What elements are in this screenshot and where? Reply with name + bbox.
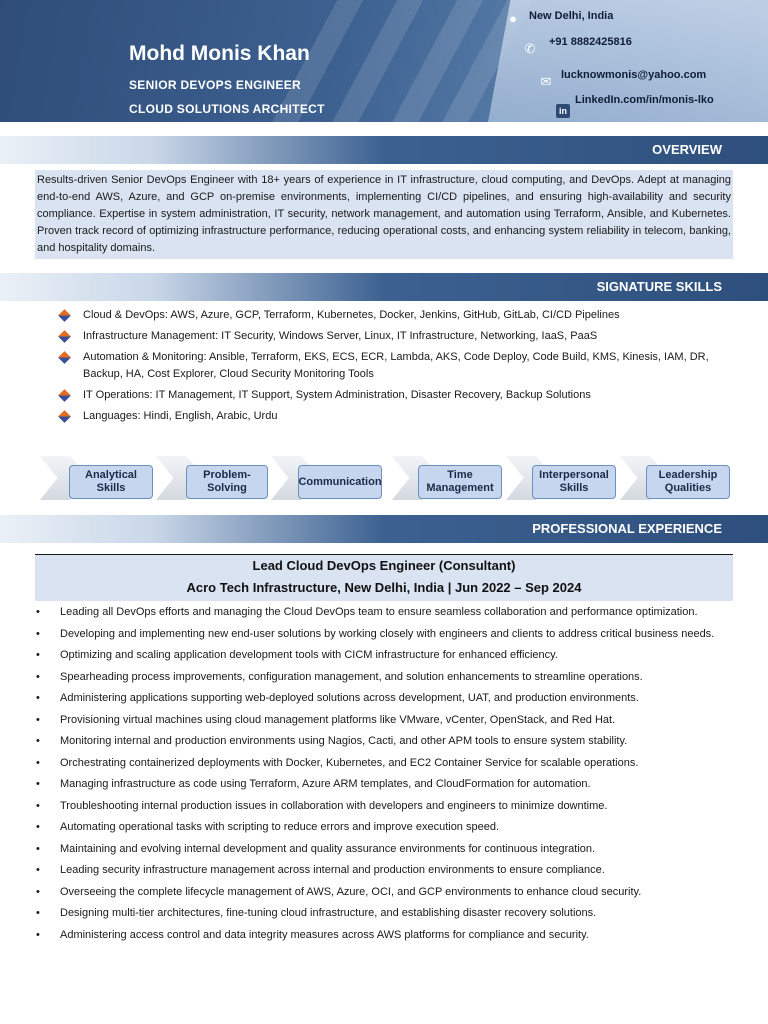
list-item: • Spearheading process improvements, configuration management, and solution enhancements to streamline operations. bbox=[36, 670, 732, 686]
job-role: Lead Cloud DevOps Engineer (Consultant) bbox=[252, 558, 516, 573]
soft-skill-chip: Analytical Skills bbox=[69, 465, 153, 499]
list-item: • Developing and implementing new end-user solutions by working closely with engineers and clients to address critical business needs. bbox=[36, 627, 732, 643]
list-item: Infrastructure Management: IT Security, Windows Server, Linux, IT Infrastructure, Networking, IaaS, PaaS bbox=[60, 328, 732, 345]
diamond-bullet-icon bbox=[58, 410, 71, 423]
list-item: • Managing infrastructure as code using Terraform, Azure ARM templates, and CloudFormation for automation. bbox=[36, 777, 732, 793]
overview-section-bar bbox=[0, 136, 768, 164]
list-item: • Leading security infrastructure management across internal and production environments to ensure compliance. bbox=[36, 863, 732, 879]
list-item: • Overseeing the complete lifecycle management of AWS, Azure, OCI, and GCP environments to enhance cloud security. bbox=[36, 885, 732, 901]
overview-title: OVERVIEW bbox=[652, 142, 722, 157]
linkedin-icon: in bbox=[556, 104, 570, 118]
soft-skill-chip: Problem-Solving bbox=[186, 465, 268, 499]
phone-icon: ✆ bbox=[524, 41, 536, 56]
diamond-bullet-icon bbox=[58, 330, 71, 343]
list-item: • Designing multi-tier architectures, fine-tuning cloud infrastructure, and establishing disaster recovery solutions. bbox=[36, 906, 732, 922]
experience-section-bar bbox=[0, 515, 768, 543]
skills-section-bar bbox=[0, 273, 768, 301]
list-item: • Monitoring internal and production environments using Nagios, Cacti, and other APM tools to ensure system stability. bbox=[36, 734, 732, 750]
list-item: • Administering access control and data integrity measures across AWS platforms for compliance and security. bbox=[36, 928, 732, 944]
diamond-bullet-icon bbox=[58, 309, 71, 322]
list-item: • Orchestrating containerized deployments with Docker, Kubernetes, and EC2 Container Service for scalable operations. bbox=[36, 756, 732, 772]
diamond-bullet-icon bbox=[58, 351, 71, 364]
skills-title: SIGNATURE SKILLS bbox=[596, 279, 722, 294]
skills-list bbox=[60, 307, 732, 429]
list-item: • Maintaining and evolving internal development and quality assurance environments for continuous integration. bbox=[36, 842, 732, 858]
list-item: • Troubleshooting internal production issues in collaboration with developers and engineers to minimize downtime. bbox=[36, 799, 732, 815]
job-duties-list bbox=[36, 605, 732, 949]
list-item: Cloud & DevOps: AWS, Azure, GCP, Terraform, Kubernetes, Docker, Jenkins, GitHub, GitLab, CI/CD Pipelines bbox=[60, 307, 732, 324]
job-title-secondary: CLOUD SOLUTIONS ARCHITECT bbox=[129, 102, 325, 116]
experience-title: PROFESSIONAL EXPERIENCE bbox=[532, 521, 722, 536]
contact-location: New Delhi, India bbox=[529, 10, 614, 22]
list-item: Languages: Hindi, English, Arabic, Urdu bbox=[60, 408, 732, 425]
diamond-bullet-icon bbox=[58, 389, 71, 402]
overview-text: Results-driven Senior DevOps Engineer with 18+ years of experience in IT infrastructure, cloud computing, and DevOps. Adept at managing end-to-end AWS, Azure, and GCP on-premise environments, implementing CI/CD pipelines, and ensuring high-availability and security compliance. Expertise in system administration, IT security, network management, and automation using Terraform, Ansible, and Kubernetes. Proven track record of optimizing infrastructure performance, reducing operational costs, and enhancing system reliability in telecom, banking, and hospitality domains. bbox=[35, 170, 733, 259]
job-title-primary: SENIOR DEVOPS ENGINEER bbox=[129, 78, 301, 92]
list-item: • Leading all DevOps efforts and managing the Cloud DevOps team to ensure seamless collaboration and performance optimization. bbox=[36, 605, 732, 621]
resume-header bbox=[0, 0, 768, 122]
email-icon: ✉ bbox=[540, 74, 552, 89]
contact-linkedin[interactable]: LinkedIn.com/in/monis-lko bbox=[575, 94, 714, 106]
list-item: • Provisioning virtual machines using cloud management platforms like VMware, vCenter, OpenStack, and Red Hat. bbox=[36, 713, 732, 729]
list-item: • Automating operational tasks with scripting to reduce errors and improve execution speed. bbox=[36, 820, 732, 836]
job-company: Acro Tech Infrastructure, New Delhi, India | Jun 2022 – Sep 2024 bbox=[186, 580, 582, 595]
map-pin-icon: ● bbox=[509, 10, 517, 26]
soft-skill-chip: Time Management bbox=[418, 465, 502, 499]
list-item: IT Operations: IT Management, IT Support, System Administration, Disaster Recovery, Backup Solutions bbox=[60, 387, 732, 404]
list-item: • Optimizing and scaling application development tools with CICM infrastructure for enhanced efficiency. bbox=[36, 648, 732, 664]
soft-skill-chip: Interpersonal Skills bbox=[532, 465, 616, 499]
job-header bbox=[35, 554, 733, 601]
candidate-name: Mohd Monis Khan bbox=[129, 42, 310, 65]
soft-skill-chip: Leadership Qualities bbox=[646, 465, 730, 499]
soft-skills-row bbox=[40, 456, 732, 504]
contact-phone: +91 8882425816 bbox=[549, 36, 632, 48]
soft-skill-chip: Communication bbox=[298, 465, 382, 499]
list-item: • Administering applications supporting web-deployed solutions across development, UAT, and production environments. bbox=[36, 691, 732, 707]
contact-email[interactable]: lucknowmonis@yahoo.com bbox=[561, 69, 707, 81]
list-item: Automation & Monitoring: Ansible, Terraform, EKS, ECS, ECR, Lambda, AKS, Code Deploy, Code Build, KMS, Kinesis, IAM, DR, Backup, HA, Cost Explorer, Cloud Security Monitoring Tools bbox=[60, 349, 732, 383]
